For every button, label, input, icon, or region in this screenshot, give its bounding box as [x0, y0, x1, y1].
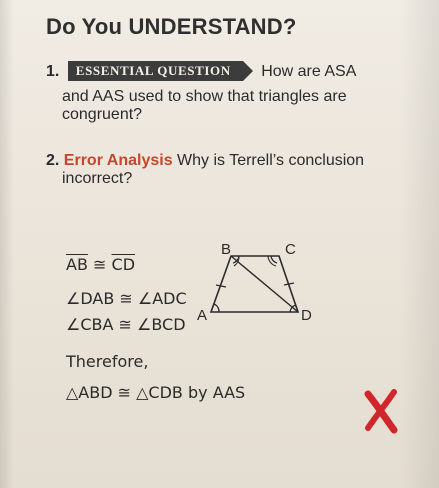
- segment-ab: AB: [66, 255, 88, 274]
- x-mark-icon: [360, 388, 402, 434]
- question-text: Why is Terrell’s conclusion: [177, 152, 365, 169]
- vertex-label-a: A: [197, 307, 208, 324]
- page-shadow: [0, 0, 14, 488]
- congruence-tick: [216, 285, 226, 287]
- section-heading: Do You UNDERSTAND?: [46, 14, 297, 39]
- question-text: How are ASA: [261, 63, 357, 80]
- question-number: 1.: [46, 63, 60, 80]
- angle-arc-c: [271, 256, 277, 263]
- question-text: and AAS used to show that triangles are: [62, 88, 347, 105]
- question-1-line-1: [46, 61, 356, 82]
- congruent-symbol: ≅: [93, 255, 107, 274]
- vertex-label-d: D: [301, 307, 312, 324]
- question-2-line-1: [46, 151, 364, 171]
- question-text: incorrect?: [62, 170, 133, 187]
- error-analysis-label: Error Analysis: [63, 152, 173, 169]
- segment-statement: [66, 255, 135, 274]
- segment-cd: CD: [111, 255, 136, 274]
- vertex-label-c: C: [285, 241, 296, 258]
- question-number: 2.: [46, 152, 60, 169]
- quadrilateral-figure: [195, 241, 325, 328]
- angle-arc-c: [268, 256, 276, 266]
- conclusion-claim: △ABD ≅ △CDB by AAS: [66, 383, 246, 402]
- page-shadow: [399, 0, 439, 488]
- conclusion-therefore: Therefore,: [66, 352, 149, 371]
- essential-question-badge: ESSENTIAL QUESTION: [68, 61, 243, 81]
- congruence-tick: [284, 283, 294, 285]
- question-text: congruent?: [62, 106, 143, 123]
- angle-statement: ∠CBA ≅ ∠BCD: [66, 315, 186, 334]
- angle-arc-a: [214, 304, 219, 312]
- angle-statement: ∠DAB ≅ ∠ADC: [66, 289, 187, 308]
- quadrilateral-outline: [211, 256, 298, 312]
- vertex-label-b: B: [221, 241, 232, 258]
